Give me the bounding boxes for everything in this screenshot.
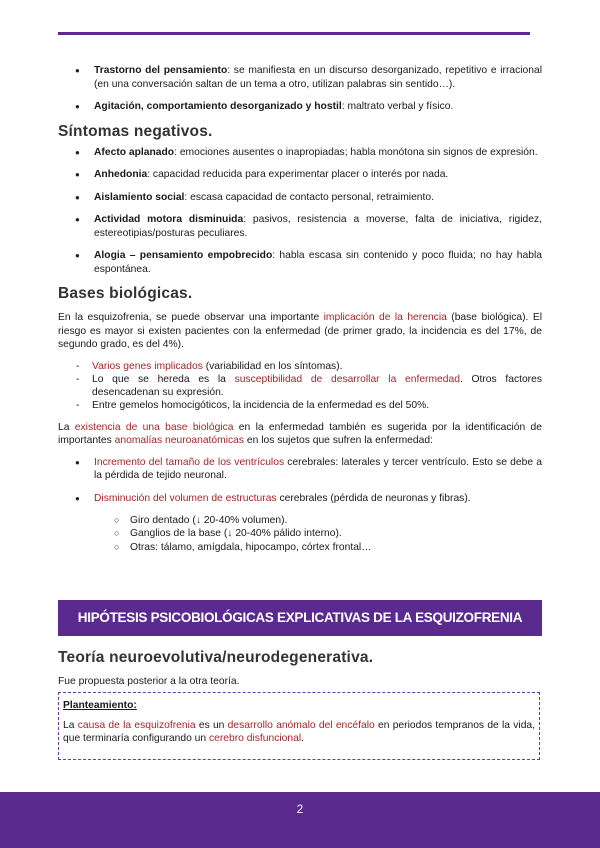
- list-item: ● Agitación, comportamiento desorganizado y hostil: maltrato verbal y físico.: [58, 100, 542, 114]
- list-item: ● Alogia – pensamiento empobrecido: habla escasa sin contenido y poco fluida; no hay habla espontánea.: [58, 249, 542, 276]
- box-text: La causa de la esquizofrenia es un desarrollo anómalo del encéfalo en periodos tempranos de la vida, que terminaría configurando un cerebro disfuncional.: [63, 719, 536, 744]
- paragraph-heredity: En la esquizofrenia, se puede observar una importante implicación de la herencia (base biológica). El riesgo es mayor si existen pacientes con la enfermedad (de primer grado, la incidencia es del 17%, de segundo grado, es del 4%).: [58, 312, 543, 350]
- list-item: - Varios genes implicados (variabilidad en los síntomas).: [58, 360, 542, 373]
- list-item: ● Actividad motora disminuida: pasivos, resistencia a moverse, falta de iniciativa, rigidez, estereotipias/posturas peculiares.: [58, 213, 542, 240]
- positive-symptoms-list: [58, 64, 542, 114]
- list-item: ○ Otras: tálamo, amígdala, hipocampo, córtex frontal…: [58, 541, 542, 554]
- list-item: ● Incremento del tamaño de los ventrículos cerebrales: laterales y tercer ventrículo. Esto se debe a la pérdida de tejido neuronal.: [58, 456, 542, 483]
- page-content: [58, 64, 542, 554]
- page-footer: [0, 792, 600, 848]
- heredity-list: [58, 360, 542, 413]
- list-item: ● Disminución del volumen de estructuras cerebrales (pérdida de neuronas y fibras).: [58, 492, 542, 506]
- header-rule: [58, 32, 530, 35]
- paragraph-neuroanatomy: La existencia de una base biológica en la enfermedad también es sugerida por la identificación de importantes anomalías neuroanatómicas en los sujetos que sufren la enfermedad:: [58, 421, 542, 447]
- box-title: Planteamiento:: [63, 700, 137, 711]
- list-item: - Entre gemelos homocigóticos, la incidencia de la enfermedad es del 50%.: [58, 399, 542, 412]
- list-item: ○ Giro dentado (↓ 20-40% volumen).: [58, 514, 542, 527]
- section-heading-neuro: Teoría neuroevolutiva/neurodegenerativa.: [58, 649, 374, 666]
- list-item: ● Anhedonia: capacidad reducida para experimentar placer o interés por nada.: [58, 168, 542, 182]
- structures-list: [58, 514, 542, 554]
- paragraph-neuro-intro: Fue propuesta posterior a la otra teoría.: [58, 676, 240, 687]
- list-item: - Lo que se hereda es la susceptibilidad de desarrollar la enfermedad. Otros factores desencadenan su expresión.: [58, 373, 542, 400]
- section-heading-negative: Síntomas negativos.: [58, 122, 213, 140]
- list-item: ● Afecto aplanado: emociones ausentes o inapropiadas; habla monótona sin signos de expresión.: [58, 146, 542, 160]
- negative-symptoms-list: [58, 146, 542, 277]
- page-number: 2: [296, 804, 304, 816]
- list-item: ● Aislamiento social: escasa capacidad de contacto personal, retraimiento.: [58, 191, 542, 205]
- list-item: ○ Ganglios de la base (↓ 20-40% pálido interno).: [58, 527, 542, 540]
- list-item: ● Trastorno del pensamiento: se manifiesta en un discurso desorganizado, repetitivo e irracional (en una conversación saltan de un tema a otro, utilizan palabras sin sentido…).: [58, 64, 542, 91]
- neuroanatomy-list: [58, 456, 542, 506]
- section-heading-bases: Bases biológicas.: [58, 285, 193, 302]
- section-banner: HIPÓTESIS PSICOBIOLÓGICAS EXPLICATIVAS DE LA ESQUIZOFRENIA: [58, 600, 542, 636]
- approach-box: [58, 692, 540, 760]
